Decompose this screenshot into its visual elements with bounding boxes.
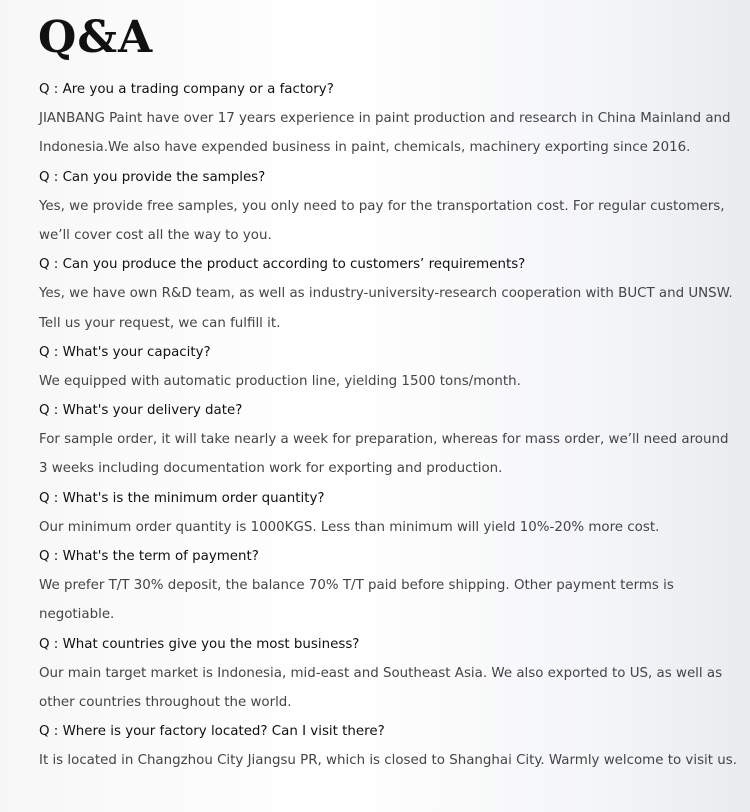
answer-8-line-2: other countries throughout the world. (39, 694, 292, 710)
answer-5-line-1: For sample order, it will take nearly a week for preparation, whereas for mass order, we’ll need around (39, 432, 729, 448)
answer-9-line-1: It is located in Changzhou City Jiangsu PR, which is closed to Shanghai City. Warmly welcome to visit us. (39, 753, 737, 769)
answer-2-line-2: we’ll cover cost all the way to you. (39, 227, 272, 243)
answer-8-line-1: Our main target market is Indonesia, mid-east and Southeast Asia. We also exported to US, as well as (39, 665, 723, 681)
answer-4-line-1: We equipped with automatic production line, yielding 1500 tons/month. (39, 373, 521, 389)
question-7: Q : What's the term of payment? (39, 549, 259, 564)
page-title: Q&A (38, 12, 154, 63)
question-1: Q : Are you a trading company or a factory? (39, 82, 334, 97)
answer-7-line-1: We prefer T/T 30% deposit, the balance 70% T/T paid before shipping. Other payment terms is (39, 578, 674, 594)
answer-1-line-2: Indonesia.We also have expended business in paint, chemicals, machinery exporting since 2016. (39, 140, 691, 156)
answer-3-line-2: Tell us your request, we can fulfill it. (39, 315, 281, 331)
question-8: Q : What countries give you the most business? (39, 636, 360, 652)
answer-5-line-2: 3 weeks including documentation work for exporting and production. (39, 461, 503, 477)
answer-3-line-1: Yes, we have own R&D team, as well as industry-university-research cooperation with BUCT and UNSW. (39, 286, 733, 302)
question-3: Q : Can you produce the product according to customers’ requirements? (39, 257, 526, 273)
question-4: Q : What's your capacity? (39, 344, 211, 360)
answer-6-line-1: Our minimum order quantity is 1000KGS. Less than minimum will yield 10%-20% more cost. (39, 519, 660, 535)
answer-1-line-1: JIANBANG Paint have over 17 years experience in paint production and research in China Mainland and (39, 111, 731, 127)
question-2: Q : Can you provide the samples? (39, 169, 266, 185)
qa-list (39, 75, 739, 776)
answer-7-line-2: negotiable. (39, 607, 115, 623)
question-9: Q : Where is your factory located? Can I visit there? (39, 724, 385, 740)
question-6: Q : What's is the minimum order quantity? (39, 490, 325, 506)
answer-2-line-1: Yes, we provide free samples, you only need to pay for the transportation cost. For regular customers, (39, 198, 725, 214)
question-5: Q : What's your delivery date? (39, 403, 243, 419)
